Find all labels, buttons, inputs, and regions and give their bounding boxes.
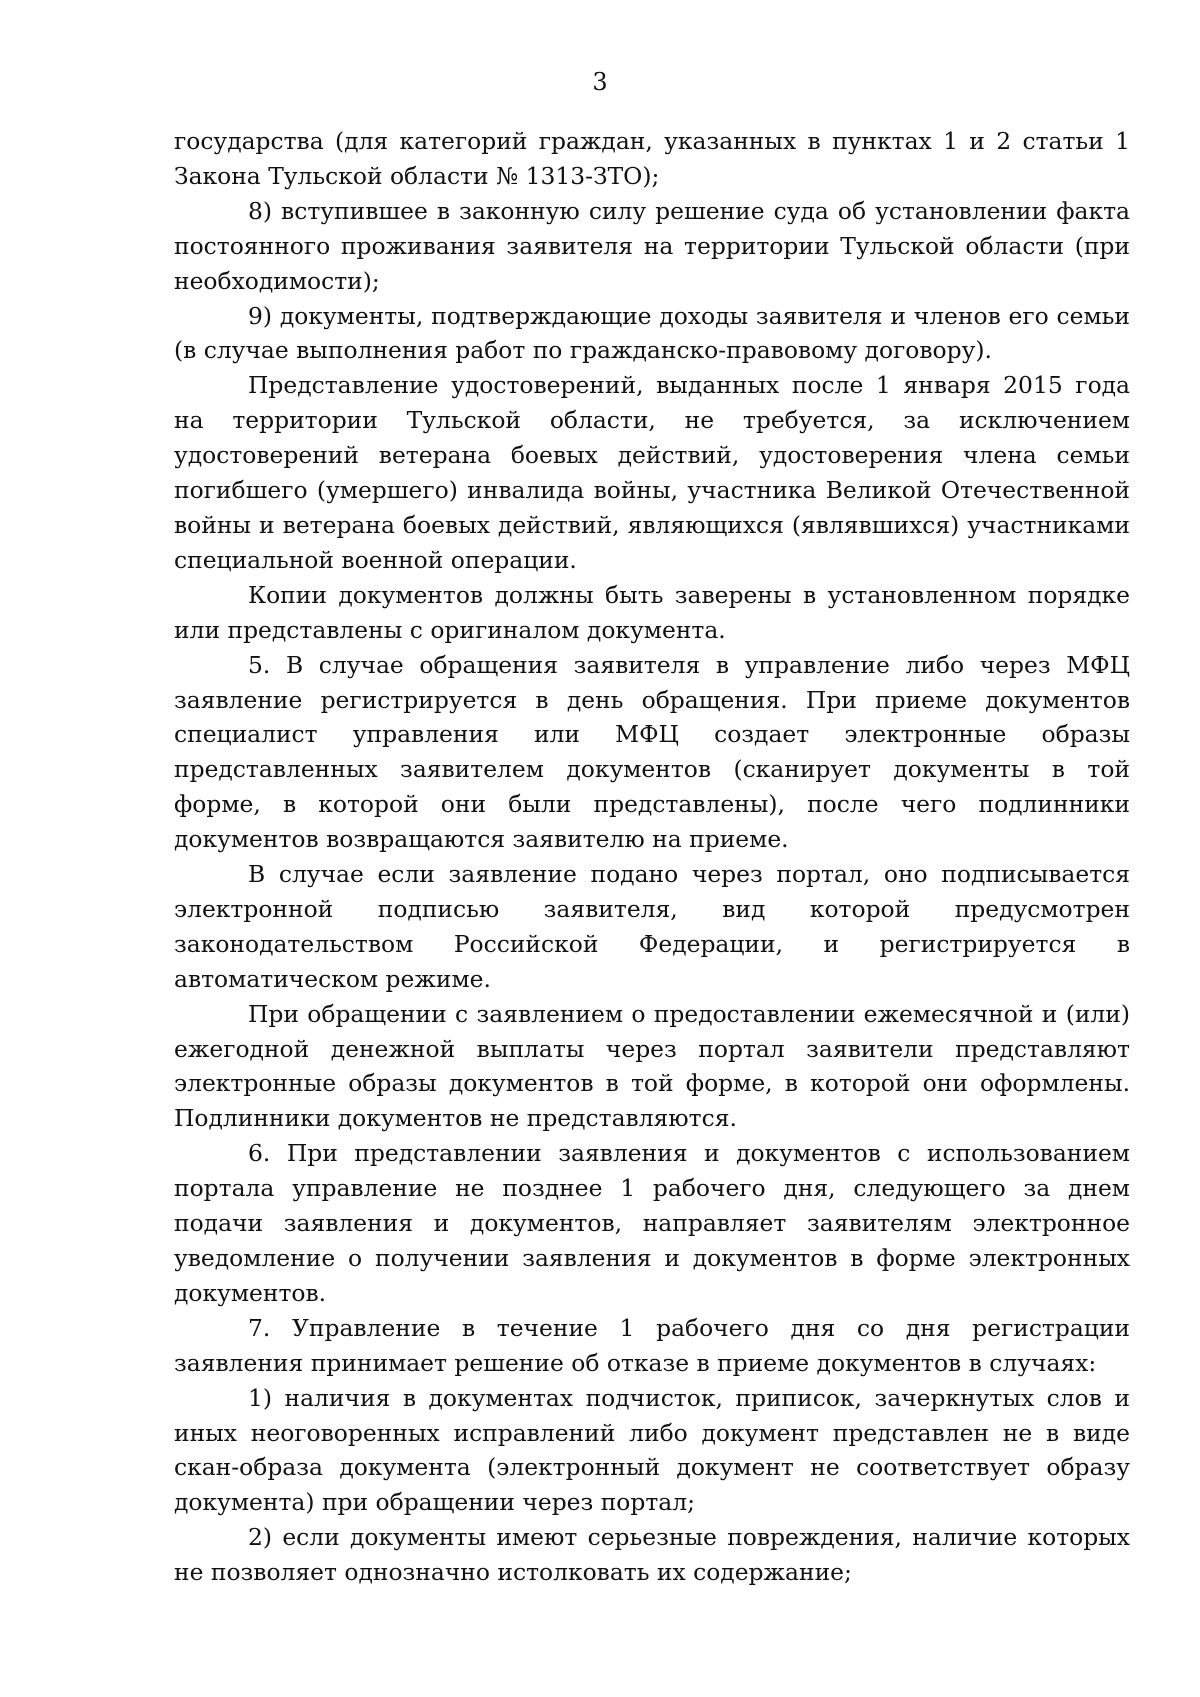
paragraph-continuation: государства (для категорий граждан, указанных в пунктах 1 и 2 статьи 1 Закона Тульской области № 1313-ЗТО); — [174, 127, 1130, 190]
paragraph-portal-signature: В случае если заявление подано через портал, оно подписывается электронной подписью заявителя, вид которой предусмотрен законодательством Российской Федерации, и регистрируется в автоматическом режиме. — [174, 860, 1130, 993]
paragraph-clause-5: 5. В случае обращения заявителя в управление либо через МФЦ заявление регистрируется в день обращения. При приеме документов специалист управления или МФЦ создает электронные образы представленных заявителем документов (сканирует документы в той форме, в которой они были представлены), после чего подлинники документов возвращаются заявителю на приеме. — [174, 650, 1130, 854]
paragraph-item-9: 9) документы, подтверждающие доходы заявителя и членов его семьи (в случае выполнения работ по гражданско-правовому договору). — [174, 301, 1130, 365]
document-body — [174, 124, 1130, 1590]
paragraph-certificates-note: Представление удостоверений, выданных после 1 января 2015 года на территории Тульской области, не требуется, за исключением удостоверений ветерана боевых действий, удостоверения члена семьи погибшего (умершего) инвалида войны, участника Великой Отечественной войны и ветерана боевых действий, являющихся (являвшихся) участниками специальной военной операции. — [174, 371, 1130, 574]
paragraph-refusal-2: 2) если документы имеют серьезные повреждения, наличие которых не позволяет однозначно истолковать их содержание; — [174, 1523, 1130, 1587]
paragraph-refusal-1: 1) наличия в документах подчисток, приписок, зачеркнутых слов и иных неоговоренных исправлений либо документ представлен не в виде скан-образа документа (электронный документ не соответствует образу документа) при обращении через портал; — [174, 1383, 1130, 1517]
paragraph-copies-note: Копии документов должны быть заверены в установленном порядке или представлены с оригиналом документа. — [174, 580, 1130, 644]
paragraph-portal-documents: При обращении с заявлением о предоставлении ежемесячной и (или) ежегодной денежной выплаты через портал заявители представляют электронные образы документов в той форме, в которой они оформлены. Подлинники документов не представляются. — [174, 999, 1130, 1133]
paragraph-clause-7: 7. Управление в течение 1 рабочего дня со дня регистрации заявления принимает решение об отказе в приеме документов в случаях: — [174, 1313, 1130, 1377]
page-number: 3 — [592, 68, 608, 96]
paragraph-item-8: 8) вступившее в законную силу решение суда об установлении факта постоянного проживания заявителя на территории Тульской области (при необходимости); — [174, 196, 1130, 295]
paragraph-clause-6: 6. При представлении заявления и документов с использованием портала управление не позднее 1 рабочего дня, следующего за днем подачи заявления и документов, направляет заявителям электронное уведомление о получении заявления и документов в форме электронных документов. — [174, 1139, 1130, 1307]
